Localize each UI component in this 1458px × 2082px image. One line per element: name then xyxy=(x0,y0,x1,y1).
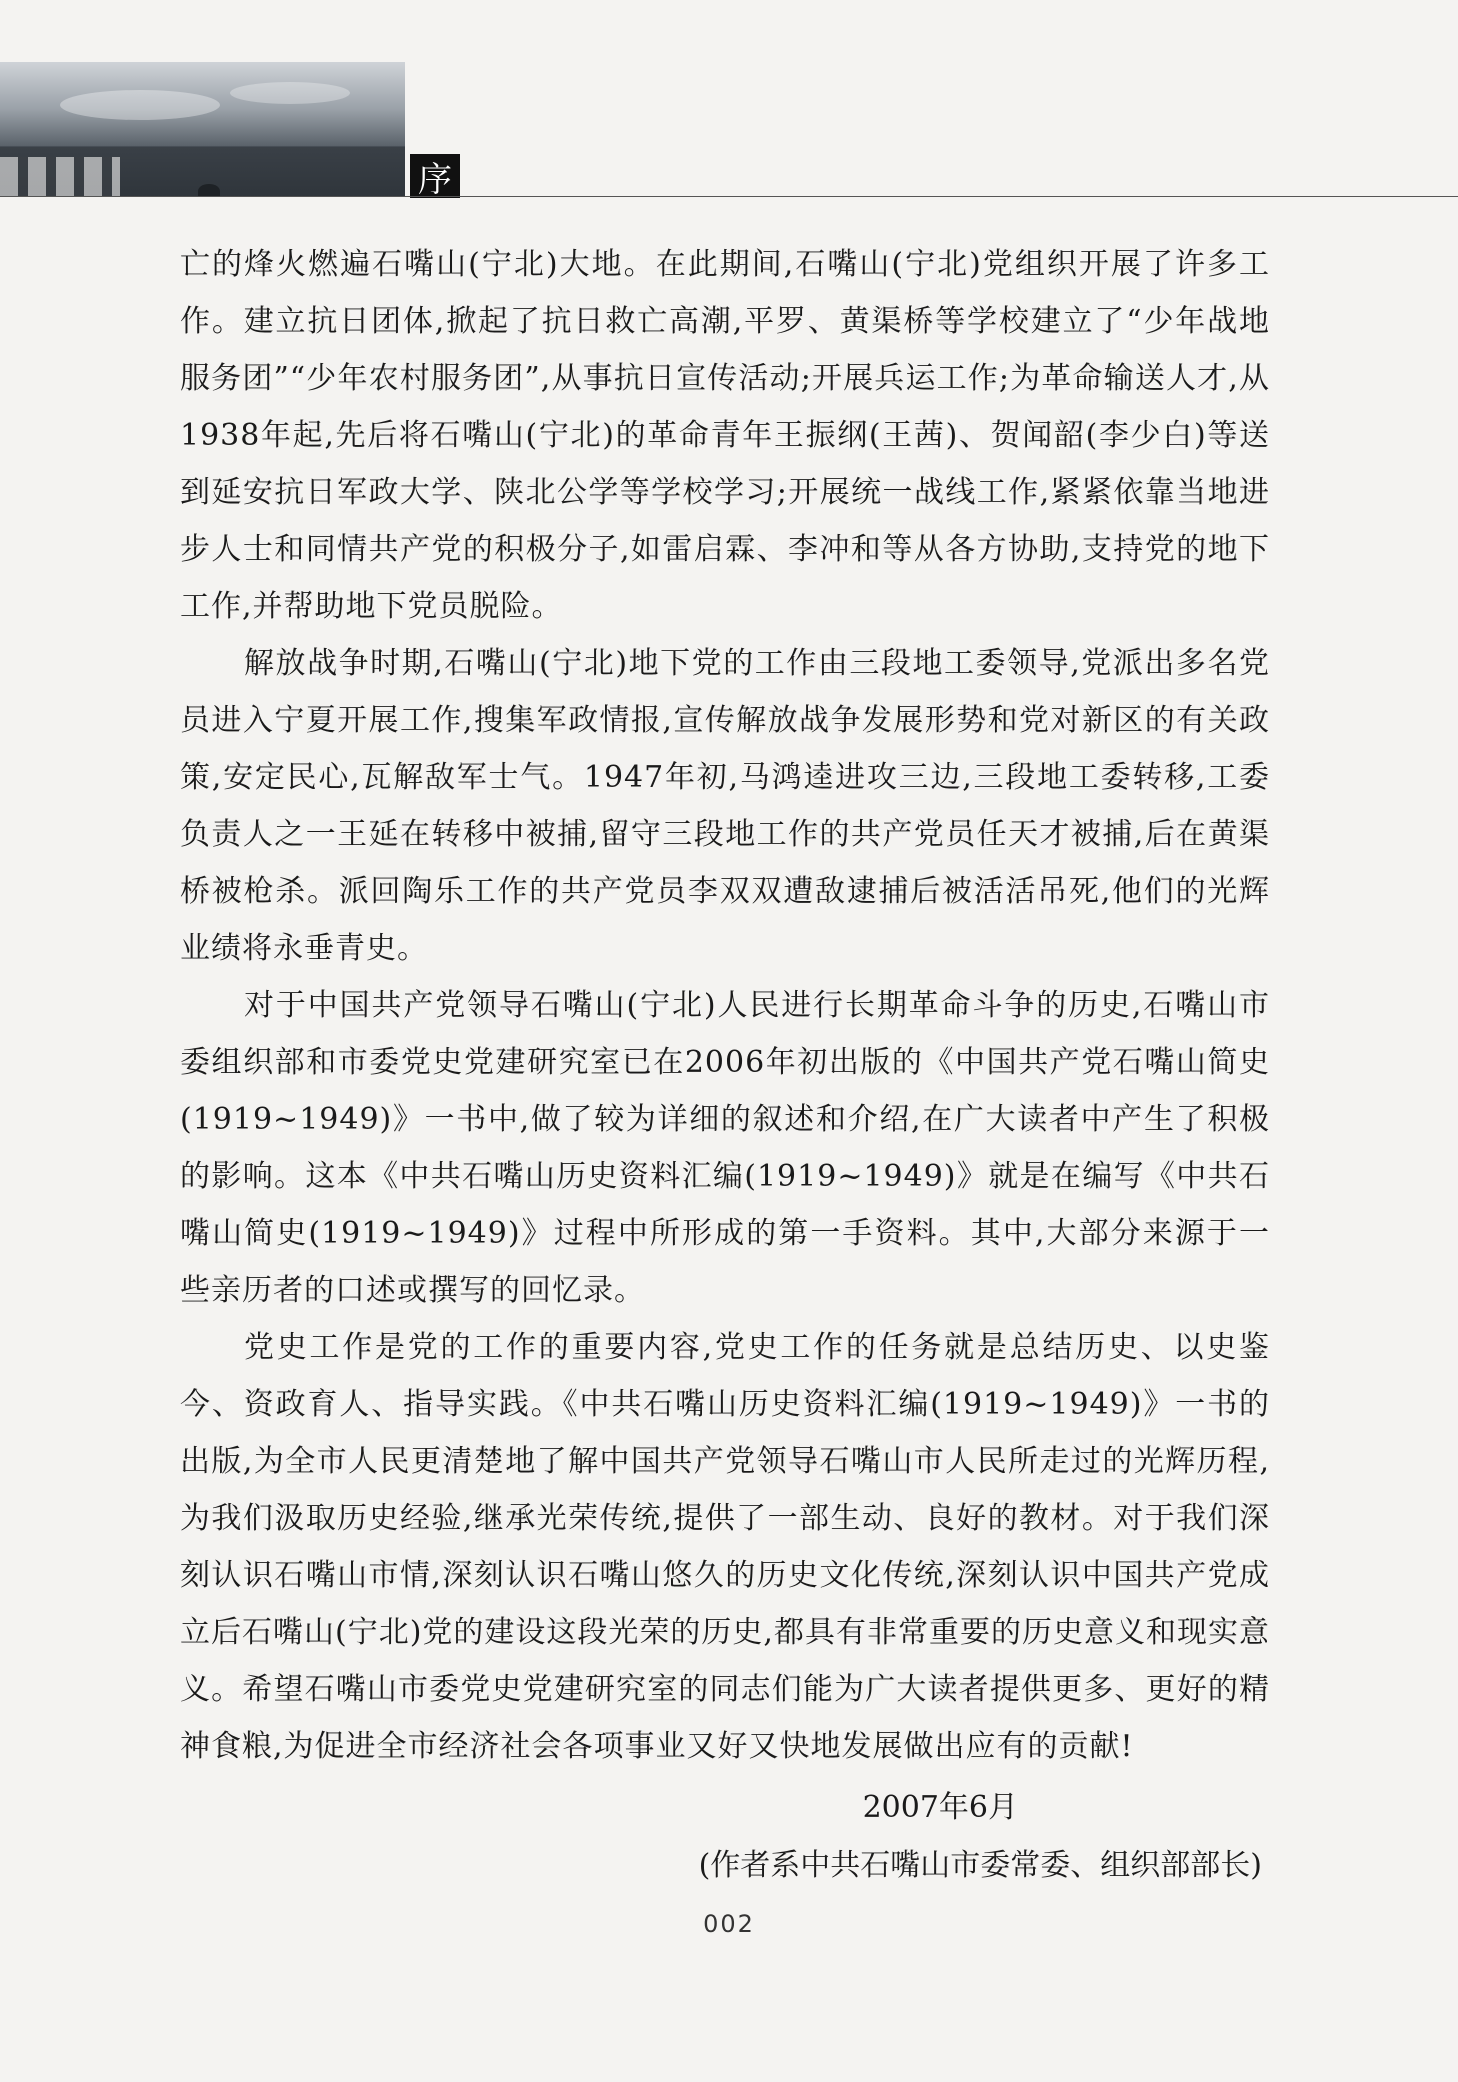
header-seascape-image xyxy=(0,62,405,197)
cloud-shape xyxy=(230,82,350,104)
paragraph-4: 党史工作是党的工作的重要内容,党史工作的任务就是总结历史、以史鉴今、资政育人、指导实践。《中共石嘴山历史资料汇编(1919~1949)》一书的出版,为全市人民更清楚地了解中国共产党领导石嘴山市人民所走过的光辉历程,为我们汲取历史经验,继承光荣传统,提供了一部生动、良好的教材。对于我们深刻认识石嘴山市情,深刻认识石嘴山悠久的历史文化传统,深刻认识中国共产党成立后石嘴山(宁北)党的建设这段光荣的历史,都具有非常重要的历史意义和现实意义。希望石嘴山市委党史党建研究室的同志们能为广大读者提供更多、更好的精神食粮,为促进全市经济社会各项事业又好又快地发展做出应有的贡献! xyxy=(180,1330,1270,1764)
stepping-stones-shape xyxy=(0,157,120,197)
signature-date: 2007年6月 xyxy=(862,1790,1018,1825)
page-number: 002 xyxy=(703,1910,755,1938)
section-title-box xyxy=(410,154,460,198)
paragraph-2: 解放战争时期,石嘴山(宁北)地下党的工作由三段地工委领导,党派出多名党员进入宁夏开展工作,搜集军政情报,宣传解放战争发展形势和党对新区的有关政策,安定民心,瓦解敌军士气。1947年初,马鸿逵进攻三边,三段地工委转移,工委负责人之一王延在转移中被捕,留守三段地工作的共产党员任天才被捕,后在黄渠桥被枪杀。派回陶乐工作的共产党员李双双遭敌逮捕后被活活吊死,他们的光辉业绩将永垂青史。 xyxy=(180,646,1270,966)
header-rule xyxy=(405,196,1458,197)
paragraph-1: 亡的烽火燃遍石嘴山(宁北)大地。在此期间,石嘴山(宁北)党组织开展了许多工作。建立抗日团体,掀起了抗日救亡高潮,平罗、黄渠桥等学校建立了“少年战地服务团”“少年农村服务团”,从事抗日宣传活动;开展兵运工作;为革命输送人才,从1938年起,先后将石嘴山(宁北)的革命青年王振纲(王茜)、贺闻韶(李少白)等送到延安抗日军政大学、陕北公学等学校学习;开展统一战线工作,紧紧依靠当地进步人士和同情共产党的积极分子,如雷启霖、李冲和等从各方协助,支持党的地下工作,并帮助地下党员脱险。 xyxy=(180,247,1270,624)
cloud-shape xyxy=(60,90,220,120)
body-text xyxy=(180,236,1270,1775)
header-rule-left xyxy=(0,196,410,197)
signature-author: (作者系中共石嘴山市委常委、组织部部长) xyxy=(698,1848,1262,1883)
section-title: 序 xyxy=(418,159,452,200)
paragraph-3: 对于中国共产党领导石嘴山(宁北)人民进行长期革命斗争的历史,石嘴山市委组织部和市委党史党建研究室已在2006年初出版的《中国共产党石嘴山简史(1919~1949)》一书中,做了较为详细的叙述和介绍,在广大读者中产生了积极的影响。这本《中共石嘴山历史资料汇编(1919~1949)》就是在编写《中共石嘴山简史(1919~1949)》过程中所形成的第一手资料。其中,大部分来源于一些亲历者的口述或撰写的回忆录。 xyxy=(180,988,1270,1308)
